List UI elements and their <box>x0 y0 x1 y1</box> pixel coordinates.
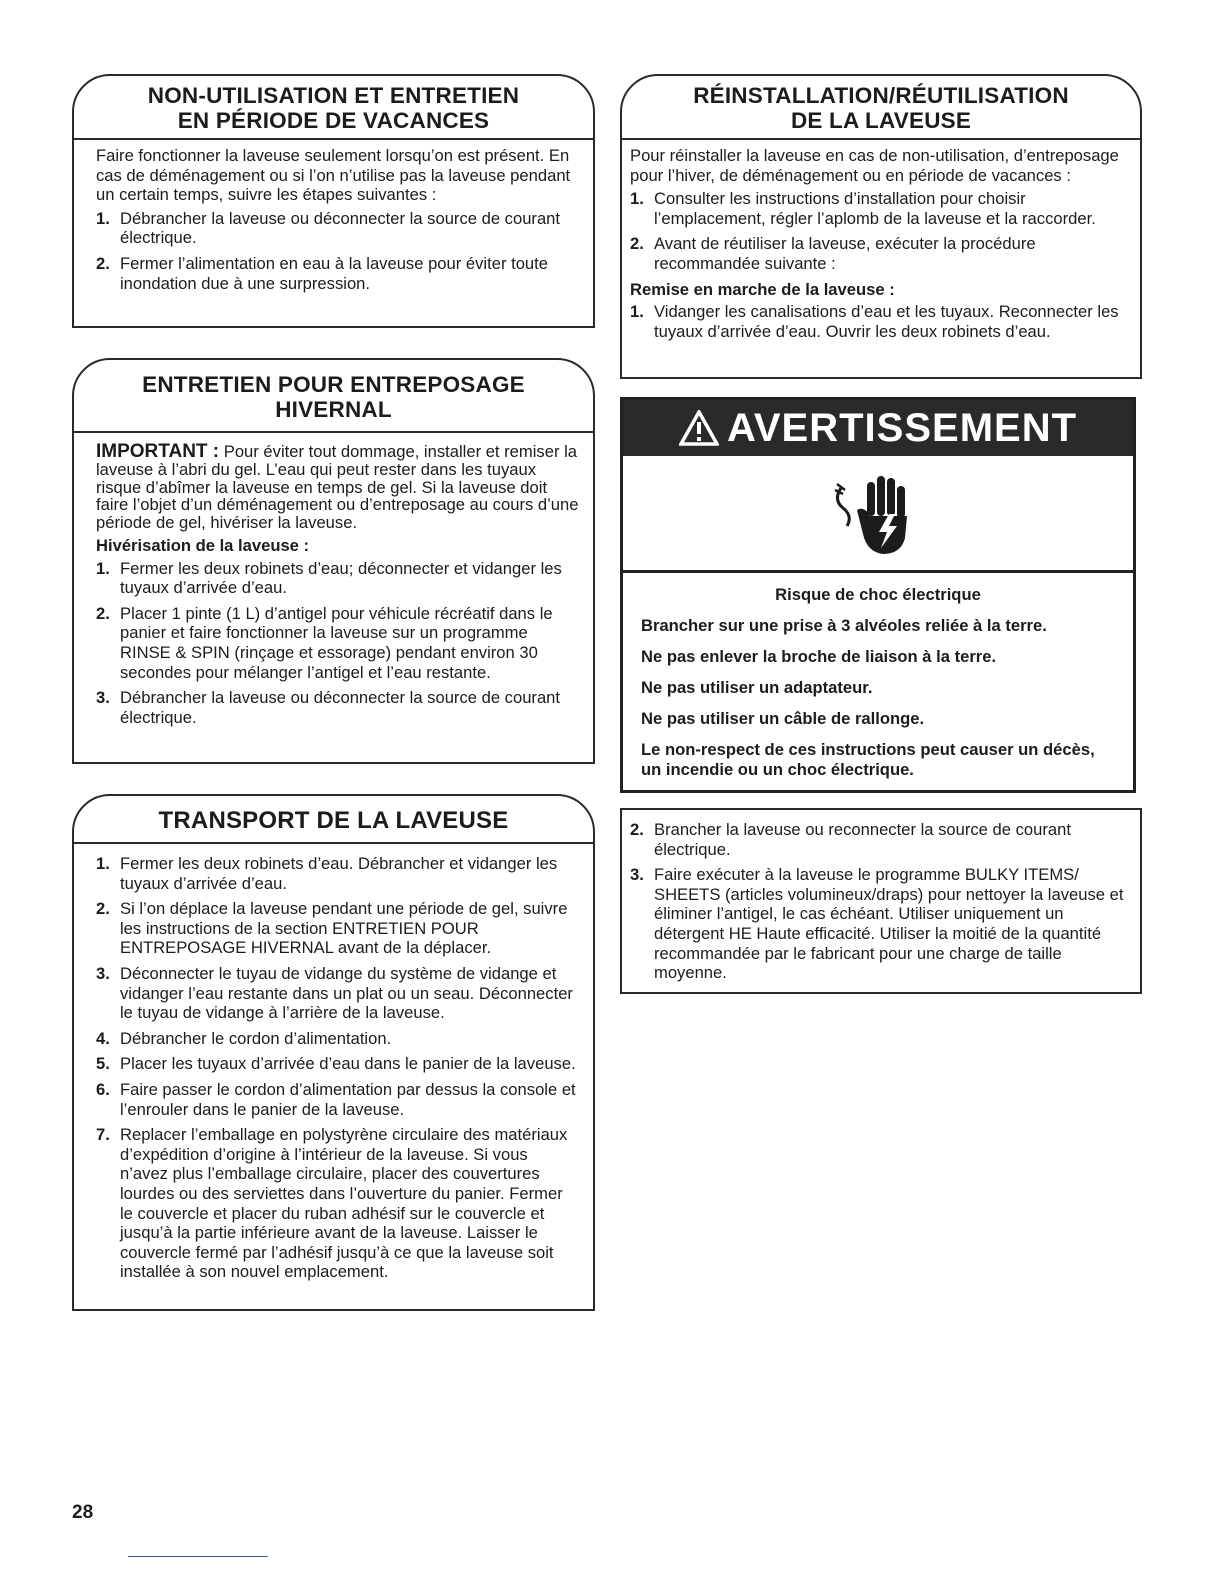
warning-line: Ne pas utiliser un câble de rallonge. <box>641 709 925 728</box>
subheading: Hivérisation de la laveuse : <box>96 535 310 555</box>
list-item: 1. Fermer les deux robinets d’eau; déconnecter et vidanger les tuyaux d’arrivée d’eau. <box>96 558 562 598</box>
intro-text: Faire fonctionner la laveuse seulement lorsqu’on est présent. En cas de déménagement ou si l’on n’utilise pas la laveuse pendant un certain temps, suivre les étapes suivantes : <box>96 146 571 205</box>
list-item: 3. Débrancher la laveuse ou déconnecter la source de courant électrique. <box>96 688 561 727</box>
list-item: 1. Fermer les deux robinets d’eau. Débrancher et vidanger les tuyaux d’arrivée d’eau. <box>96 854 558 893</box>
title-line: RÉINSTALLATION/RÉUTILISATION <box>693 83 1069 108</box>
list-item: 5. Placer les tuyaux d’arrivée d’eau dans le panier de la laveuse. <box>96 1054 576 1074</box>
list-item: 2. Si l’on déplace la laveuse pendant une période de gel, suivre les instructions de la section ENTRETIEN POUR ENTREPOSAGE HIVERNAL avant de la déplacer. <box>96 899 568 958</box>
section-title: ENTRETIEN POUR ENTREPOSAGE HIVERNAL <box>74 360 593 433</box>
warning-line: Brancher sur une prise à 3 alvéoles reliée à la terre. <box>641 616 1047 635</box>
warning-risk: Risque de choc électrique <box>775 585 981 604</box>
section-title <box>74 76 593 140</box>
list-item: 3. Déconnecter le tuyau de vidange du système de vidange et vidanger l’eau restante dans un plat ou un seau. Déconnecter le tuyau de vidange à l’arrière de la laveuse. <box>96 963 573 1023</box>
steps-list <box>96 854 579 1282</box>
important-note: IMPORTANT : Pour éviter tout dommage, installer et remiser la laveuse à l’abri du gel. L’eau qui peut rester dans les tuyaux risque d’abîmer la laveuse en temps de gel. Si la laveuse doit faire l’objet d’un déménagement ou d’entreposage au cours d’une période de gel, hivériser la laveuse. <box>96 441 579 533</box>
warning-line: Ne pas utiliser un adaptateur. <box>641 678 873 697</box>
sub-steps-list <box>630 302 1126 341</box>
list-item: 1. Débrancher la laveuse ou déconnecter la source de courant électrique. <box>96 208 561 248</box>
list-item: 2. Avant de réutiliser la laveuse, exécuter la procédure recommandée suivante : <box>630 234 1036 273</box>
electric-shock-hand-icon <box>823 468 933 558</box>
steps-list <box>96 559 579 728</box>
page-number: 28 <box>72 1502 94 1523</box>
subheading: Remise en marche de la laveuse : <box>630 279 895 299</box>
warning-icon-area <box>623 456 1133 573</box>
warning-line: Ne pas enlever la broche de liaison à la terre. <box>641 647 997 666</box>
list-item: 4. Débrancher le cordon d’alimentation. <box>96 1028 392 1048</box>
section-title: TRANSPORT DE LA LAVEUSE <box>74 796 593 844</box>
list-item: 3. Faire exécuter à la laveuse le programme BULKY ITEMS/ SHEETS (articles volumineux/draps) pour nettoyer la laveuse et éliminer l’antigel, le cas échéant. Utiliser uniquement un détergent HE Haute efficacité. Utiliser la moitié de la quantité recommandée par le fabricant pour une charge de taille moyenne. <box>630 865 1124 983</box>
section-reinstallation <box>620 74 1142 379</box>
title-line: DE LA LAVEUSE <box>790 108 972 133</box>
warning-box <box>620 397 1136 793</box>
section-transport <box>72 794 595 1311</box>
list-item: 2. Placer 1 pinte (1 L) d’antigel pour véhicule récréatif dans le panier et faire fonctionner la laveuse sur un programme RINSE & SPIN (rinçage et essorage) pendant environ 30 secondes pour mélanger l’antigel et l’eau restante. <box>96 603 553 682</box>
list-item: 1. Consulter les instructions d’installation pour choisir l’emplacement, régler l’aplomb de la laveuse et la raccorder. <box>630 189 1096 228</box>
steps-list <box>96 209 579 293</box>
title-line: NON-UTILISATION ET ENTRETIEN <box>147 83 520 108</box>
warning-text <box>623 573 1133 780</box>
intro-text: Pour réinstaller la laveuse en cas de non-utilisation, d’entreposage pour l’hiver, de déménagement ou en période de vacances : <box>630 146 1119 185</box>
warning-triangle-icon <box>679 410 719 446</box>
title-line: EN PÉRIODE DE VACANCES <box>177 108 490 133</box>
list-item: 2. Fermer l’alimentation en eau à la laveuse pour éviter toute inondation due à une surpression. <box>96 253 548 293</box>
section-title <box>622 76 1140 140</box>
steps-list <box>630 189 1126 273</box>
steps-list <box>630 820 1126 983</box>
list-item: 1. Vidanger les canalisations d’eau et les tuyaux. Reconnecter les tuyaux d’arrivée d’eau. Ouvrir les deux robinets d’eau. <box>630 302 1119 341</box>
warning-header-text: AVERTISSEMENT <box>726 405 1078 450</box>
section-vacances <box>72 74 595 328</box>
list-item: 7. Replacer l’emballage en polystyrène circulaire des matériaux d’expédition d’origine à l’intérieur de la laveuse. Si vous n’avez plus l’emballage circulaire, placer des couvertures lourdes ou des serviettes dans l’ouverture du panier. Fermer le couvercle et placer du ruban adhésif sur le couvercle et jusqu’à la partie inférieure avant de la laveuse. Laisser le couvercle fermé par l’adhésif jusqu’à ce que la laveuse soit installée à son nouvel emplacement. <box>96 1125 568 1282</box>
section-hivernal <box>72 358 595 764</box>
footer-divider <box>128 1556 268 1557</box>
warning-header <box>623 400 1133 456</box>
warning-line: Le non-respect de ces instructions peut causer un décès, un incendie ou un choc électrique. <box>641 740 1095 779</box>
list-item: 6. Faire passer le cordon d’alimentation par dessus la console et l’enrouler dans le panier de la laveuse. <box>96 1079 576 1119</box>
list-item: 2. Brancher la laveuse ou reconnecter la source de courant électrique. <box>630 820 1071 859</box>
section-continuation <box>620 808 1142 994</box>
